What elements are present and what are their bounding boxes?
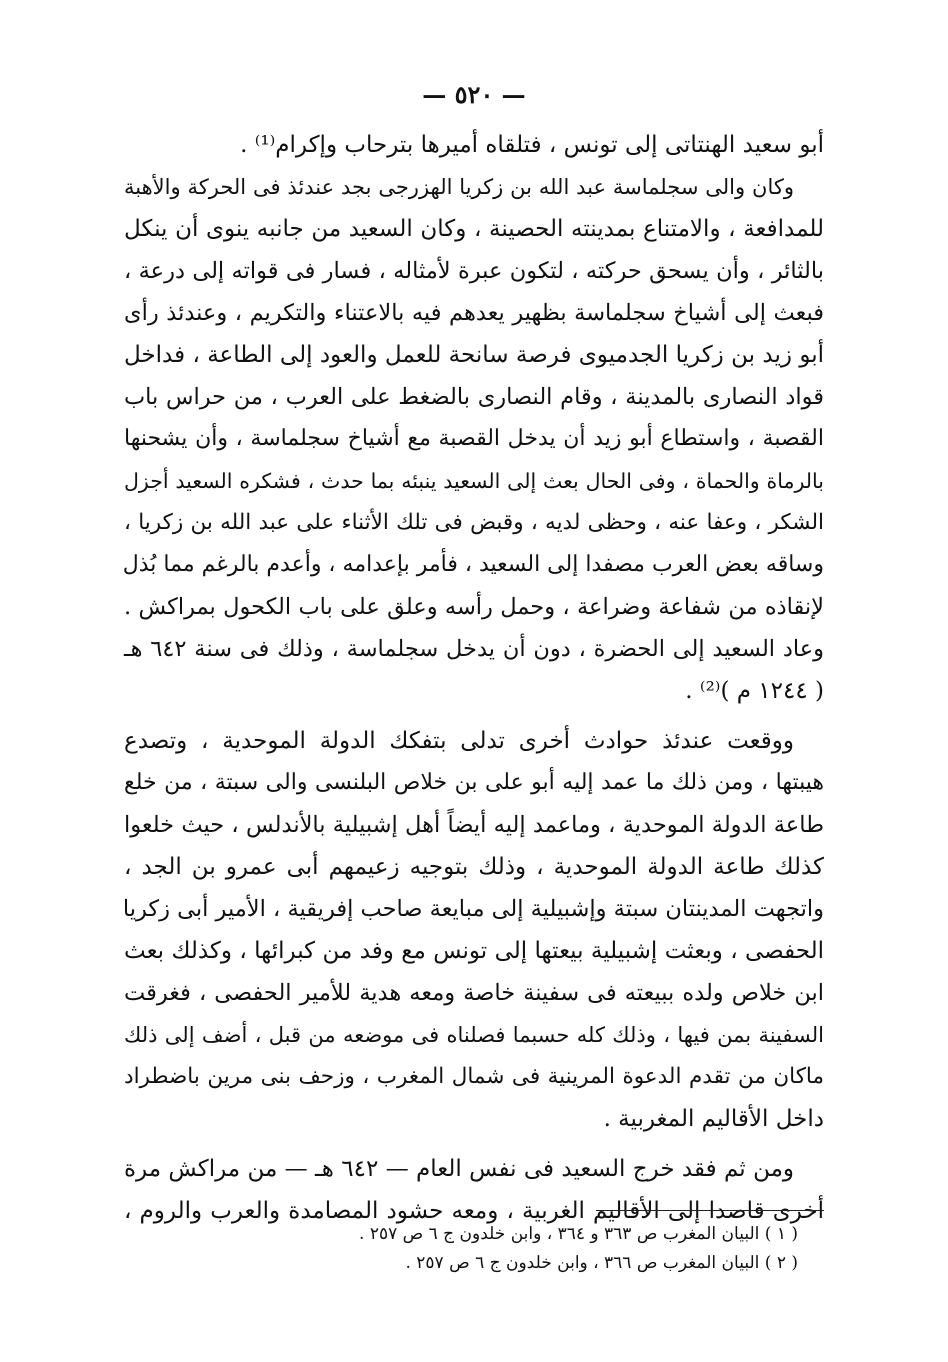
footnotes	[124, 1220, 798, 1278]
footnote: ( ٢ ) البيان المغرب ص ٣٦٦ ، وابن خلدون ج ٦ ص ٢٥٧ .	[405, 1253, 798, 1273]
text-line: داخل الأقاليم المغربية .	[603, 1106, 824, 1132]
text-line: ومن ثم فقد خرج السعيد فى نفس العام — ٦٤٢ هـ — من مراكش مرة	[124, 1156, 795, 1182]
footnote-divider	[596, 1210, 824, 1211]
paragraph-gap	[124, 1140, 824, 1148]
text-line: لإنقاذه من شفاعة وضراعة ، وحمل رأسه وعلق على باب الكحول بمراكش .	[124, 594, 824, 620]
text-line: وكان والى سجلماسة عبد الله بن زكريا الهزرجى بجد عندئذ فى الحركة والأهبة	[124, 175, 794, 199]
text-line: وساقه بعض العرب مصفدا إلى السعيد ، فأمر بإعدامه ، وأعدم بالرغم مما بُذل	[122, 552, 824, 577]
paragraph-gap	[124, 712, 824, 720]
page-number: — ٥٢٠ —	[422, 80, 526, 109]
paragraph	[124, 166, 824, 712]
text-line: وعاد السعيد إلى الحضرة ، دون أن يدخل سجلماسة ، وذلك فى سنة ٦٤٢ هـ	[124, 636, 825, 662]
text-line: الحفصى ، وبعثت إشبيلية بيعتها إلى تونس مع وفد من كبرائها ، وكذلك بعث	[124, 938, 824, 964]
text-line: قواد النصارى بالمدينة ، وقام النصارى بالضغط على العرب ، من حراس باب	[124, 384, 824, 410]
text-line: السفينة بمن فيها ، وذلك كله حسبما فصلناه فى موضعه من قبل ، أضف إلى ذلك	[124, 1023, 824, 1047]
text-line: أخرى قاصدا إلى الأقاليم الغربية ، ومعه حشود المصامدة والعرب والروم ،	[124, 1198, 824, 1224]
text-line: أبو زيد بن زكريا الجدميوى فرصة سانحة للعمل والعود إلى الطاعة ، فداخل	[124, 342, 824, 368]
text-line: ابن خلاص ولده ببيعته فى سفينة خاصة ومعه هدية للأمير الحفصى ، فغرقت	[124, 980, 824, 1006]
paragraph	[124, 720, 824, 1140]
text-line: هيبتها ، ومن ذلك ما عمد إليه أبو على بن خلاص البلنسى والى سبتة ، من خلع	[124, 770, 824, 795]
text-line: ( ١٢٤٤ م )⁽²⁾ .	[685, 678, 824, 704]
footnote: ( ١ ) البيان المغرب ص ٣٦٣ و ٣٦٤ ، وابن خلدون ج ٦ ص ٢٥٧ .	[359, 1224, 798, 1244]
text-line: الشكر ، وعفا عنه ، وحظى لديه ، وقبض فى تلك الأثناء على عبد الله بن زكريا ،	[124, 510, 824, 535]
text-line: أبو سعيد الهنتاتى إلى تونس ، فتلقاه أميرها بترحاب وإكرام⁽¹⁾ .	[240, 132, 824, 158]
paragraph	[124, 124, 824, 166]
text-line: للمدافعة ، والامتناع بمدينته الحصينة ، وكان السعيد من جانبه ينوى أن ينكل	[124, 216, 824, 242]
text-line: ماكان من تقدم الدعوة المرينية فى شمال المغرب ، وزحف بنى مرين باضطراد	[124, 1064, 824, 1089]
text-line: طاعة الدولة الموحدية ، وماعمد إليه أيضاً أهل إشبيلية بالأندلس ، حيث خلعوا	[124, 812, 824, 838]
text-line: كذلك طاعة الدولة الموحدية ، وذلك بتوجيه زعيمهم أبى عمرو بن الجد ،	[124, 854, 824, 880]
text-line: ووقعت عندئذ حوادث أخرى تدلى بتفكك الدولة الموحدية ، وتصدع	[124, 728, 794, 754]
text-line: القصبة ، واستطاع أبو زيد أن يدخل القصبة مع أشياخ سجلماسة ، وأن يشحنها	[124, 426, 824, 451]
text-line: بالثائر ، وأن يسحق حركته ، لتكون عبرة لأمثاله ، فسار فى قواته إلى درعة ،	[124, 258, 824, 284]
body-text	[124, 124, 824, 1232]
text-line: بالرماة والحماة ، وفى الحال بعث إلى السعيد ينبئه بما حدث ، فشكره السعيد أجزل	[124, 469, 824, 493]
text-line: واتجهت المدينتان سبتة وإشبيلية إلى مبايعة صاحب إفريقية ، الأمير أبى زكريا	[122, 896, 824, 922]
text-line: فبعث إلى أشياخ سجلماسة بظهير يعدهم فيه بالاعتناء والتكريم ، وعندئذ رأى	[124, 300, 824, 326]
